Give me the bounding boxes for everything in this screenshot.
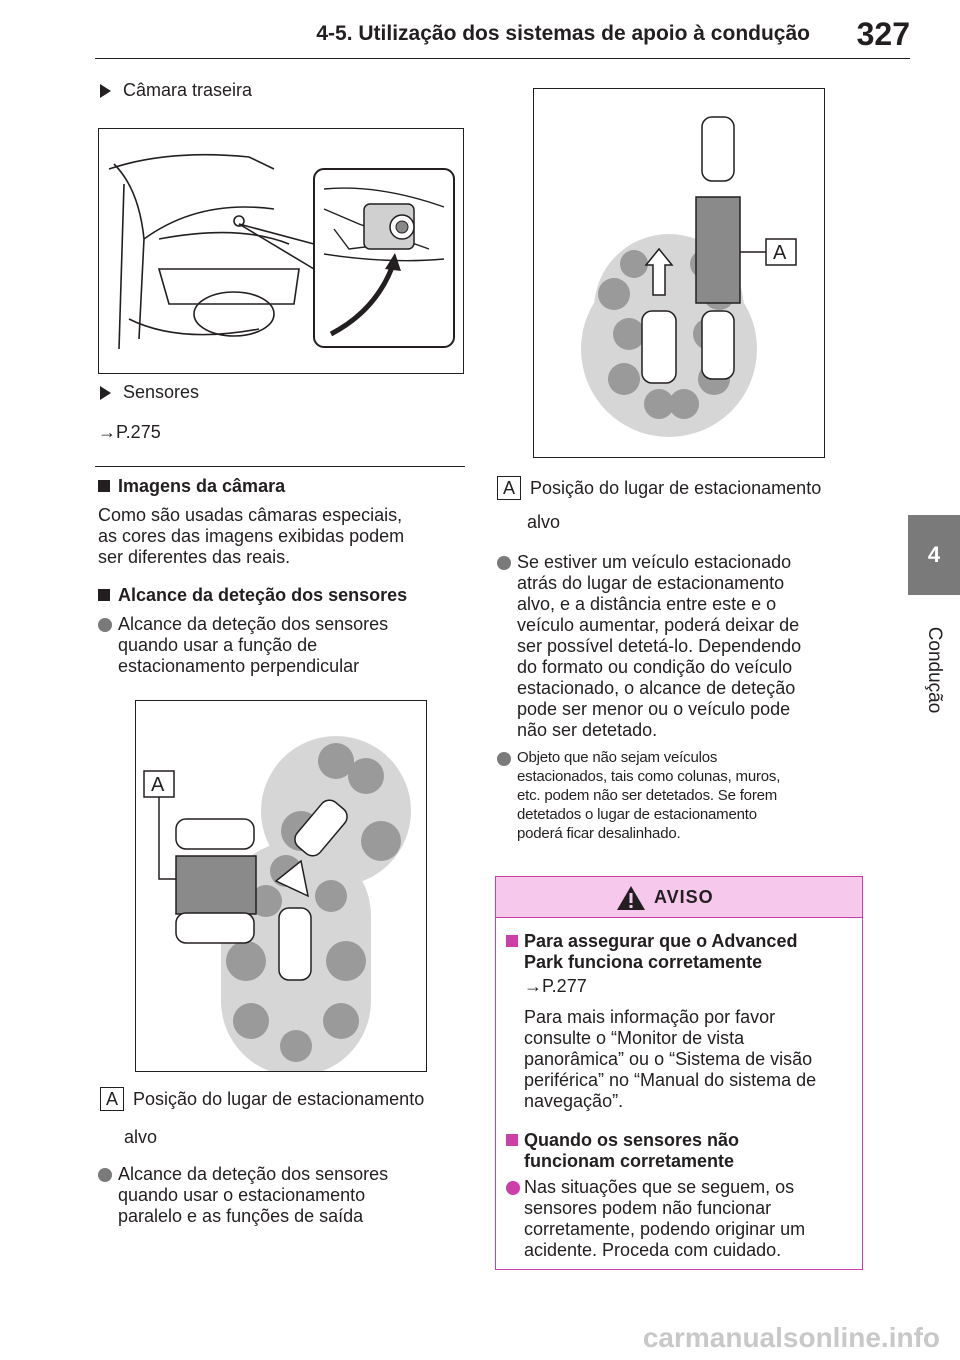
round-bullet-icon bbox=[98, 1168, 112, 1182]
text-line: ser possível detetá-lo. Dependendo bbox=[517, 636, 802, 656]
round-bullet-icon bbox=[497, 752, 511, 766]
parallel-parking-illustration bbox=[534, 89, 824, 457]
text-line: detetados o lugar de estacionamento bbox=[517, 806, 757, 823]
text-line: quando usar o estacionamento bbox=[118, 1185, 366, 1205]
parallel-bullet bbox=[118, 1164, 388, 1227]
detection-range-heading bbox=[98, 585, 407, 606]
round-bullet-icon bbox=[497, 556, 511, 570]
warning-reference: →P.277 bbox=[524, 976, 587, 996]
text-line: Como são usadas câmaras especiais, bbox=[98, 505, 403, 525]
round-bullet-icon bbox=[506, 1181, 520, 1195]
text-line: etc. podem não ser detetados. Se forem bbox=[517, 787, 778, 804]
text-line: funcionam corretamente bbox=[524, 1151, 735, 1171]
text-line: as cores das imagens exibidas podem bbox=[98, 526, 405, 546]
text-line: não ser detetado. bbox=[517, 720, 658, 740]
sensors-label: Sensores bbox=[123, 382, 200, 402]
text-line: consulte o “Monitor de vista bbox=[524, 1028, 745, 1048]
text-line: Para assegurar que o Advanced bbox=[524, 931, 798, 951]
text-line: ser diferentes das reais. bbox=[98, 547, 291, 567]
text-line: corretamente, podendo originar um bbox=[524, 1219, 806, 1239]
text-line: sensores podem não funcionar bbox=[524, 1198, 772, 1218]
round-bullet-icon bbox=[98, 618, 112, 632]
warning-text bbox=[524, 1007, 854, 1112]
square-bullet-icon bbox=[98, 589, 110, 601]
text-line: Alcance da deteção dos sensores bbox=[118, 614, 389, 634]
chapter-label-text: Condução bbox=[924, 626, 945, 714]
text-line: pode ser menor ou o veículo pode bbox=[517, 699, 791, 719]
rear-camera-figure bbox=[98, 128, 464, 374]
triangle-bullet-icon bbox=[100, 84, 111, 98]
text-line: Quando os sensores não bbox=[524, 1130, 740, 1150]
text-line: paralelo e as funções de saída bbox=[118, 1206, 364, 1226]
warning-box bbox=[495, 876, 863, 1270]
text-line: Park funciona corretamente bbox=[524, 952, 763, 972]
left-caption-continued: alvo bbox=[124, 1127, 158, 1147]
parked-vehicle-bullet bbox=[517, 552, 801, 741]
warning-heading-2-text bbox=[524, 1130, 854, 1172]
right-figure-caption bbox=[497, 476, 821, 500]
triangle-bullet-icon bbox=[100, 386, 111, 400]
warning-header bbox=[496, 877, 862, 918]
text-line: Se estiver um veículo estacionado bbox=[517, 552, 792, 572]
text-line: estacionados, tais como colunas, muros, bbox=[517, 768, 781, 785]
text-line: Alcance da deteção dos sensores bbox=[118, 1164, 389, 1184]
page-number: 327 bbox=[856, 16, 910, 52]
text-line: periférica” no “Manual do sistema de bbox=[524, 1070, 817, 1090]
caption-label-box: A bbox=[100, 1087, 124, 1111]
text-line: panorâmica” ou o “Sistema de visão bbox=[524, 1049, 813, 1069]
watermark: carmanualsonline.info bbox=[642, 1322, 940, 1353]
text-line: Nas situações que se seguem, os bbox=[524, 1177, 795, 1197]
text-line: poderá ficar desalinhado. bbox=[517, 825, 681, 842]
camera-images-heading-text: Imagens da câmara bbox=[118, 476, 286, 496]
rear-camera-item bbox=[100, 80, 252, 101]
text-line: acidente. Proceda com cuidado. bbox=[524, 1240, 782, 1260]
camera-images-heading bbox=[98, 476, 285, 497]
warning-bullet bbox=[524, 1177, 854, 1261]
caption-line: Posição do lugar de estacionamento bbox=[530, 478, 822, 498]
warning-heading-1-text bbox=[524, 931, 854, 973]
figure-label-a: A bbox=[773, 242, 787, 264]
sensors-item bbox=[100, 382, 199, 403]
camera-images-text bbox=[98, 505, 404, 568]
parallel-parking-figure bbox=[533, 88, 825, 458]
text-line: Para mais informação por favor bbox=[524, 1007, 776, 1027]
perpendicular-bullet bbox=[118, 614, 388, 677]
section-title: 4-5. Utilização dos sistemas de apoio à condução bbox=[316, 22, 810, 45]
text-line: alvo, e a distância entre este e o bbox=[517, 594, 777, 614]
square-bullet-icon bbox=[98, 480, 110, 492]
right-caption-continued: alvo bbox=[527, 512, 561, 532]
text-line: navegação”. bbox=[524, 1091, 624, 1111]
section-divider bbox=[95, 466, 465, 467]
header-rule bbox=[95, 58, 910, 59]
chapter-label bbox=[904, 610, 960, 730]
chapter-tab: 4 bbox=[908, 515, 960, 595]
caption-line: Posição do lugar de estacionamento bbox=[133, 1089, 425, 1109]
text-line: atrás do lugar de estacionamento bbox=[517, 573, 785, 593]
text-line: quando usar a função de bbox=[118, 635, 318, 655]
perpendicular-parking-illustration bbox=[136, 701, 426, 1071]
left-figure-caption bbox=[100, 1087, 424, 1111]
text-line: estacionamento perpendicular bbox=[118, 656, 360, 676]
objects-bullet bbox=[517, 748, 780, 843]
rear-camera-label: Câmara traseira bbox=[123, 80, 253, 100]
perpendicular-parking-figure bbox=[135, 700, 427, 1072]
detection-range-heading-text: Alcance da deteção dos sensores bbox=[118, 585, 408, 605]
text-line: do formato ou condição do veículo bbox=[517, 657, 793, 677]
text-line: veículo aumentar, poderá deixar de bbox=[517, 615, 800, 635]
sensors-reference: →P.275 bbox=[98, 422, 161, 442]
warning-triangle-icon bbox=[616, 885, 646, 911]
square-bullet-icon bbox=[506, 1134, 518, 1146]
text-line: estacionado, o alcance de deteção bbox=[517, 678, 796, 698]
figure-label-a: A bbox=[151, 774, 165, 796]
warning-title: AVISO bbox=[654, 887, 714, 907]
text-line: Objeto que não sejam veículos bbox=[517, 749, 718, 766]
square-bullet-icon bbox=[506, 935, 518, 947]
rear-camera-illustration bbox=[99, 129, 463, 373]
caption-label-box: A bbox=[497, 476, 521, 500]
